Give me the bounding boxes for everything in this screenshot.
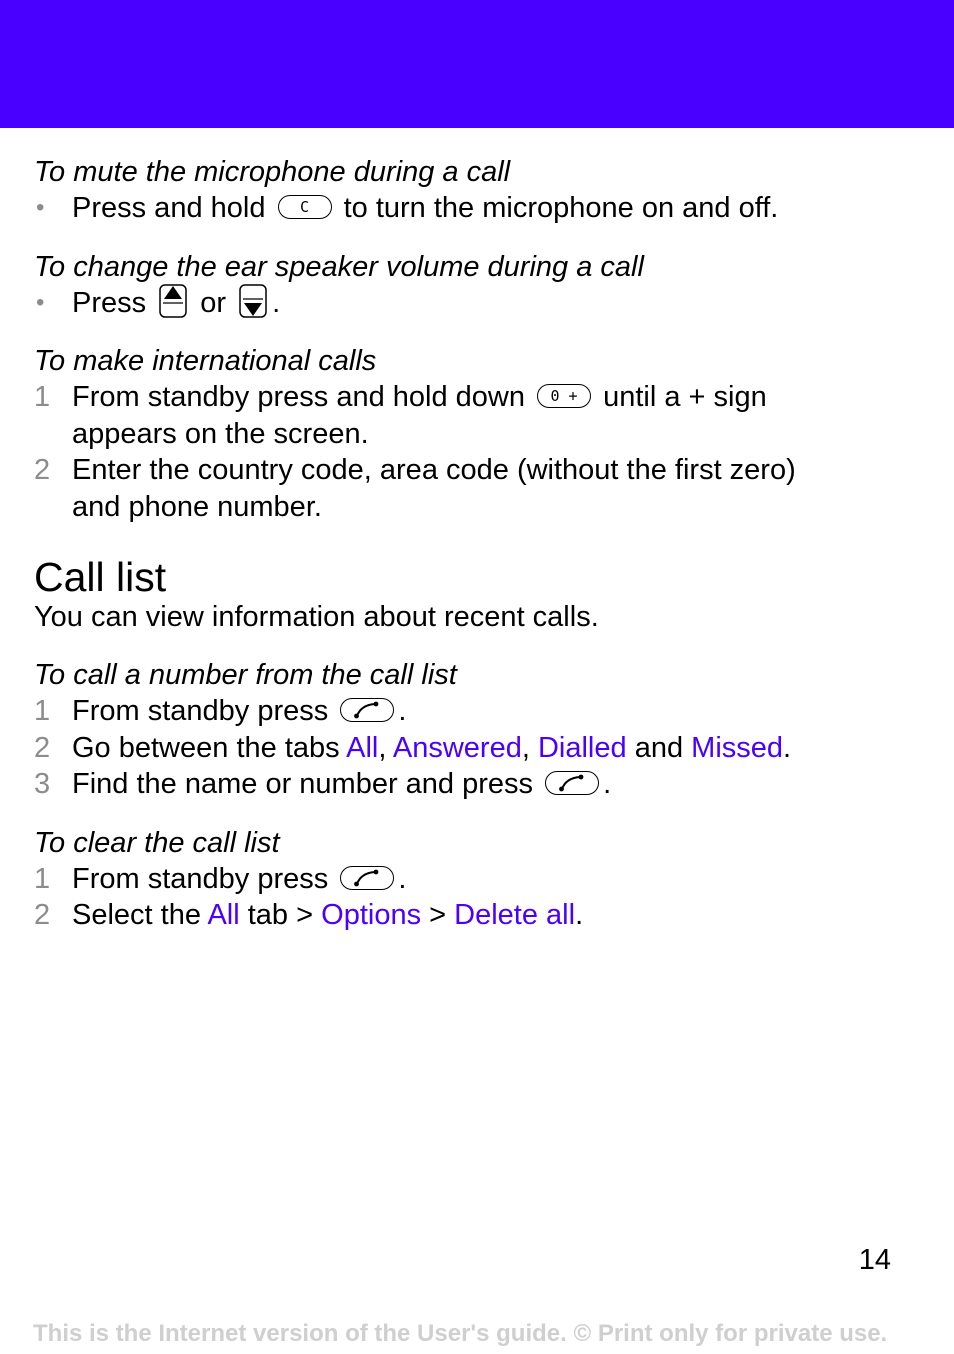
step-text: until a + sign	[603, 381, 767, 413]
list-item	[34, 285, 914, 322]
list-item	[34, 766, 914, 803]
heading-clear-call-list: To clear the call list	[34, 826, 280, 859]
call-key-icon	[340, 698, 394, 722]
step-text: .	[398, 862, 407, 895]
c-key-icon	[278, 195, 332, 219]
step-text: and	[634, 731, 684, 764]
step-text: Go between the tabs	[72, 731, 340, 764]
step-number: 1	[34, 381, 51, 413]
call-list-intro: You can view information about recent calls.	[34, 601, 599, 633]
step-text: .	[603, 768, 612, 800]
step-text: From standby press and hold down	[72, 381, 525, 413]
step-number: 2	[34, 731, 51, 764]
step-text: Select the	[72, 899, 201, 931]
section-title-call-list: Call list	[34, 554, 167, 600]
call-key-icon	[545, 771, 599, 795]
volume-up-key-icon	[159, 284, 187, 318]
step-text: or	[200, 286, 227, 319]
options-menu-label: Options	[321, 899, 422, 931]
step-text: Press	[72, 286, 147, 319]
step-text: .	[575, 899, 584, 931]
footer-notice: This is the Internet version of the User's guide. © Print only for private use.	[33, 1320, 888, 1347]
list-item	[34, 379, 914, 452]
heading-call-from-list: To call a number from the call list	[34, 659, 457, 691]
step-text: >	[429, 899, 447, 931]
heading-international-calls: To make international calls	[34, 345, 377, 377]
step-text: Find the name or number and press	[72, 768, 534, 800]
tab-all-label: All	[346, 731, 379, 764]
bullet: •	[36, 194, 45, 221]
step-text: From standby press	[72, 862, 329, 895]
list-item	[34, 730, 914, 767]
page-number: 14	[858, 1244, 891, 1276]
step-text: From standby press	[72, 695, 329, 727]
step-text: ,	[378, 731, 387, 764]
delete-all-label: Delete all	[454, 899, 576, 931]
heading-mute-microphone: To mute the microphone during a call	[34, 156, 511, 188]
list-item	[34, 897, 914, 934]
step-text: and phone number.	[72, 490, 322, 523]
tab-dialled-label: Dialled	[537, 731, 627, 764]
tab-answered-label: Answered	[392, 731, 522, 764]
step-text: .	[398, 695, 407, 727]
key-label: 0 +	[550, 387, 578, 406]
tab-missed-label: Missed	[691, 731, 784, 764]
step-text: ,	[521, 731, 530, 764]
list-item	[34, 693, 914, 730]
step-text: Enter the country code, area code (without the first zero)	[72, 454, 796, 486]
list-item	[34, 452, 914, 525]
step-number: 1	[34, 862, 51, 895]
step-text: .	[783, 731, 792, 764]
step-number: 1	[34, 695, 51, 727]
zero-plus-key-icon	[537, 384, 591, 408]
step-text: appears on the screen.	[72, 417, 369, 450]
volume-down-key-icon	[239, 284, 267, 318]
tab-all-label: All	[207, 899, 240, 931]
heading-ear-speaker-volume: To change the ear speaker volume during a call	[34, 250, 644, 283]
step-text: .	[272, 286, 281, 319]
step-text: Press and hold	[72, 192, 266, 224]
step-text: tab	[247, 899, 289, 931]
bullet: •	[36, 288, 45, 316]
page-content	[34, 154, 914, 934]
step-number: 2	[34, 899, 51, 931]
step-text: to turn the microphone on and off.	[343, 192, 779, 224]
header-bar	[0, 0, 954, 128]
step-number: 3	[34, 768, 51, 800]
call-key-icon	[340, 866, 394, 890]
list-item	[34, 861, 914, 898]
step-number: 2	[34, 454, 51, 486]
list-item	[34, 190, 914, 227]
key-label: C	[300, 198, 310, 217]
step-text: >	[296, 899, 314, 931]
